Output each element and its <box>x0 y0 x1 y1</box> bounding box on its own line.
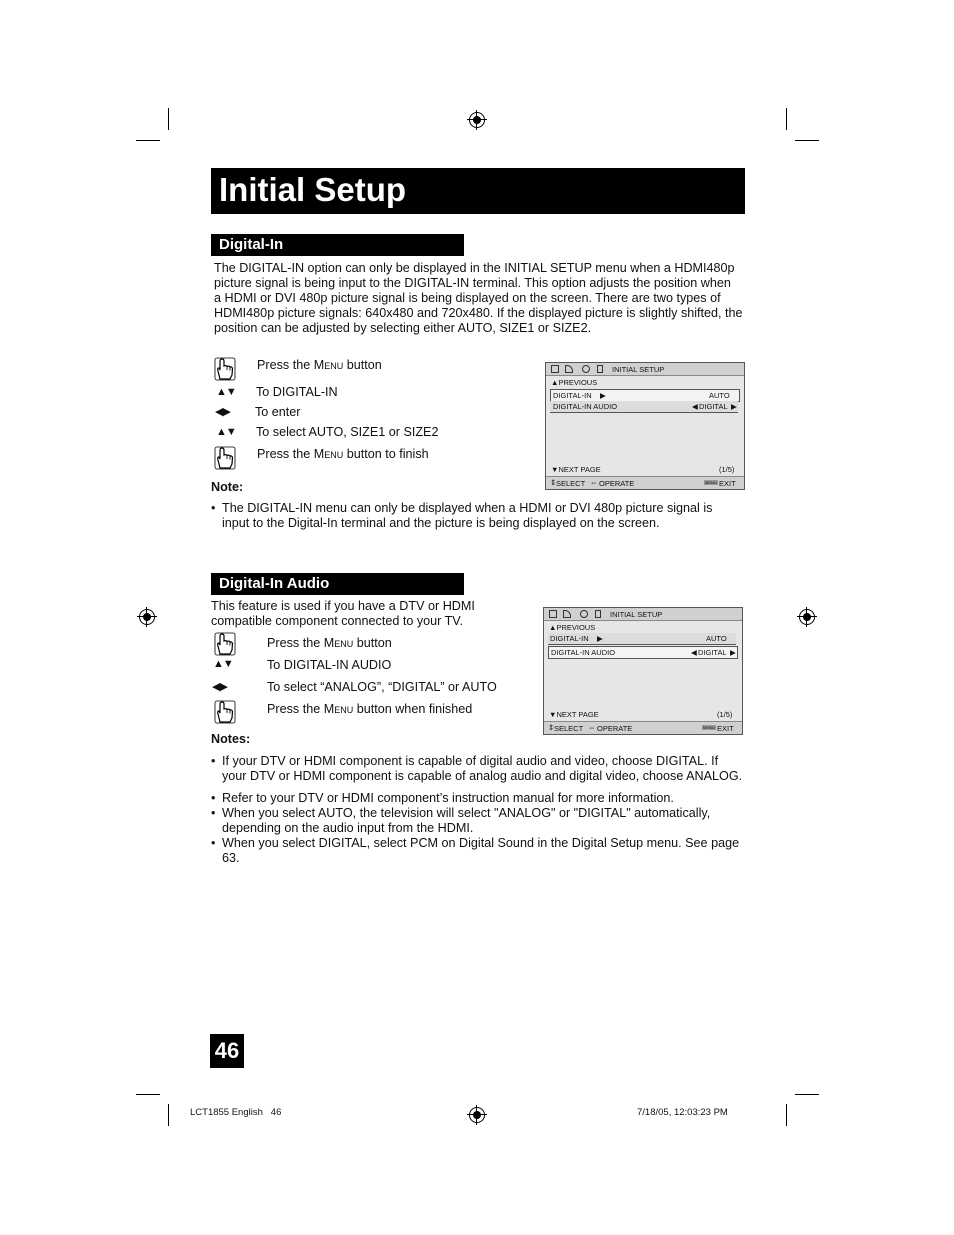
note-bullet: • When you select DIGITAL, select PCM on Digital Sound in the Digital Setup menu. See page 63. <box>211 836 740 865</box>
osd-title-bar <box>546 363 744 376</box>
osd-value: DIGITAL <box>698 648 727 657</box>
registration-mark-icon <box>469 112 485 128</box>
footer-right: 7/18/05, 12:03:23 PM <box>637 1107 728 1118</box>
right-triangle-icon: ▶ <box>730 648 736 657</box>
crop-mark <box>786 1104 787 1126</box>
osd-row-digital-in[interactable]: DIGITAL-IN ▶ AUTO <box>550 389 740 402</box>
hand-icon <box>214 700 236 724</box>
right-triangle-icon: ▶ <box>731 402 737 411</box>
picture-icon <box>549 610 557 618</box>
sound-icon <box>563 610 571 618</box>
osd-menu-digital-in <box>545 362 745 490</box>
page-title: Initial Setup <box>219 171 407 208</box>
crop-mark <box>795 1094 819 1095</box>
osd-menu-digital-in-audio <box>543 607 743 735</box>
menu-key-icon: MENU <box>705 480 717 485</box>
hand-icon <box>214 357 236 381</box>
osd-title: INITIAL SETUP <box>610 610 663 619</box>
up-down-arrows-icon: ▲▼ <box>216 386 236 398</box>
intro-line: a HDMI or DVI 480p picture signal is being displayed on the screen. There are two types of <box>214 291 721 305</box>
sound-icon <box>565 365 573 373</box>
step-press-menu-finished: Press the Menu button when finished <box>267 702 473 716</box>
step-to-digital-in: To DIGITAL-IN <box>256 385 338 399</box>
down-triangle-icon: ▼ <box>551 465 559 474</box>
hand-icon <box>214 446 236 470</box>
hand-icon <box>214 632 236 656</box>
section-heading-digital-in-audio: Digital-In Audio <box>211 573 464 595</box>
digital-in-intro <box>214 261 754 336</box>
page-number: 46 <box>210 1034 244 1068</box>
left-right-icon: ⇔ <box>588 723 596 732</box>
up-down-arrows-icon: ▲▼ <box>216 426 236 438</box>
osd-next-page: NEXT PAGE <box>558 465 601 474</box>
osd-title: INITIAL SETUP <box>612 365 665 374</box>
osd-next-page: NEXT PAGE <box>556 710 599 719</box>
up-triangle-icon: ▲ <box>549 623 557 632</box>
step-select-size: To select AUTO, SIZE1 or SIZE2 <box>256 425 439 439</box>
up-triangle-icon: ▲ <box>551 378 559 387</box>
osd-previous: PREVIOUS <box>556 623 596 632</box>
picture-icon <box>551 365 559 373</box>
setup-icon <box>597 365 603 373</box>
note-bullet: • When you select AUTO, the television will select "ANALOG" or "DIGITAL" automatically, depending on the audio input from the HDMI. <box>211 806 711 835</box>
digital-in-audio-intro: This feature is used if you have a DTV or HDMI compatible component connected to your TV. <box>211 599 475 628</box>
footer-left: LCT1855 English 46 <box>190 1107 282 1118</box>
up-down-icon: ⇕ <box>548 723 555 732</box>
osd-page-indicator: (1/5) <box>717 710 733 719</box>
crop-mark <box>136 140 160 141</box>
left-triangle-icon: ◀ <box>691 648 697 657</box>
menu-key-icon: MENU <box>703 725 715 730</box>
note-bullet: • If your DTV or HDMI component is capable of digital audio and video, choose DIGITAL. If your DTV or HDMI component is capable of analog audio and digital video, choose ANALOG. <box>211 754 743 783</box>
osd-row-digital-in[interactable]: DIGITAL-IN ▶ AUTO <box>548 633 736 645</box>
right-triangle-icon: ▶ <box>600 391 606 400</box>
setup-icon <box>595 610 601 618</box>
note-bullet: • The DIGITAL-IN menu can only be displayed when a HDMI or DVI 480p picture signal is input to the Digital-In terminal and the picture is being displayed on the screen. <box>211 501 713 530</box>
left-right-arrows-icon: ◀▶ <box>215 406 230 418</box>
registration-mark-icon <box>139 609 155 625</box>
osd-footer: ⇕ SELECT ⇔ OPERATE MENU EXIT <box>546 476 744 489</box>
intro-line: position can be adjusted by selecting either AUTO, SIZE1 or SIZE2. <box>214 321 592 335</box>
osd-page-indicator: (1/5) <box>719 465 735 474</box>
crop-mark <box>786 108 787 130</box>
crop-mark <box>168 1104 169 1126</box>
page-title-bar <box>211 168 745 214</box>
step-select-audio: To select “ANALOG”, “DIGITAL” or AUTO <box>267 680 497 694</box>
step-to-enter: To enter <box>255 405 301 419</box>
down-triangle-icon: ▼ <box>549 710 557 719</box>
clock-icon <box>580 610 588 618</box>
step-press-menu: Press the Menu button <box>257 358 382 372</box>
osd-value: DIGITAL <box>699 402 728 411</box>
left-triangle-icon: ◀ <box>692 402 698 411</box>
crop-mark <box>136 1094 160 1095</box>
step-to-digital-in-audio: To DIGITAL-IN AUDIO <box>267 658 392 672</box>
step-press-menu: Press the Menu button <box>267 636 392 650</box>
note-label: Note: <box>211 480 244 494</box>
osd-value: AUTO <box>706 634 727 643</box>
clock-icon <box>582 365 590 373</box>
osd-title-bar <box>544 608 742 621</box>
intro-line: HDMI480p picture signals: 640x480 and 720x480. If the displayed picture is slightly shifted, the <box>214 306 743 320</box>
osd-footer: ⇕ SELECT ⇔ OPERATE MENU EXIT <box>544 721 742 734</box>
left-right-arrows-icon: ◀▶ <box>212 681 227 693</box>
notes-label: Notes: <box>211 732 251 746</box>
left-right-icon: ⇔ <box>590 478 598 487</box>
up-down-arrows-icon: ▲▼ <box>213 658 233 670</box>
crop-mark <box>795 140 819 141</box>
section-heading-digital-in: Digital-In <box>211 234 464 256</box>
right-triangle-icon: ▶ <box>597 634 603 643</box>
osd-row-digital-in-audio[interactable]: DIGITAL-IN AUDIO ◀ DIGITAL ▶ <box>550 401 738 413</box>
osd-previous: PREVIOUS <box>558 378 598 387</box>
up-down-icon: ⇕ <box>550 478 557 487</box>
osd-row-digital-in-audio[interactable]: DIGITAL-IN AUDIO ◀ DIGITAL ▶ <box>548 646 738 659</box>
intro-line: The DIGITAL-IN option can only be displayed in the INITIAL SETUP menu when a HDMI480p <box>214 261 735 275</box>
note-bullet: • Refer to your DTV or HDMI component’s instruction manual for more information. <box>211 791 674 805</box>
registration-mark-icon <box>799 609 815 625</box>
step-press-menu-finish: Press the Menu button to finish <box>257 447 429 461</box>
intro-line: picture signal is being input to the DIGITAL-IN terminal. This option adjusts the position when <box>214 276 731 290</box>
osd-value: AUTO <box>709 391 730 400</box>
crop-mark <box>168 108 169 130</box>
registration-mark-icon <box>469 1107 485 1123</box>
